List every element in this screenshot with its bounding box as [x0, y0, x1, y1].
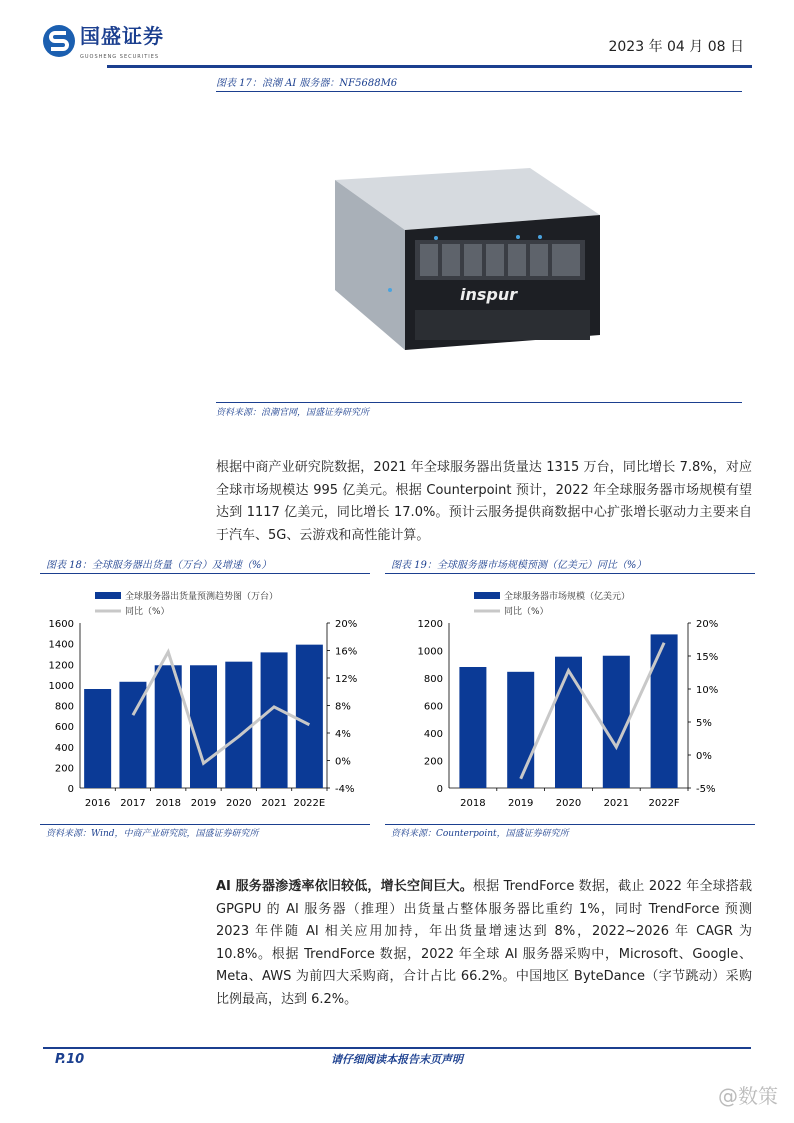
- x-tick-label: 2018: [155, 798, 181, 809]
- legend-line-label: 同比（%）: [504, 607, 549, 617]
- bar: [261, 652, 288, 788]
- y-tick-label: 1200: [417, 619, 443, 630]
- x-tick-label: 2022F: [648, 798, 680, 809]
- y2-tick-label: 0%: [696, 751, 712, 762]
- figure19-source: 资料来源：Counterpoint，国盛证券研究所: [391, 829, 569, 839]
- bar: [507, 672, 534, 788]
- logo-icon: [42, 24, 76, 58]
- y2-tick-label: 10%: [696, 685, 719, 696]
- y-tick-label: 1600: [48, 619, 74, 630]
- y-tick-label: 600: [423, 701, 443, 713]
- legend-bar-label: 全球服务器出货量预测趋势图（万台）: [125, 592, 279, 602]
- legend-line-label: 同比（%）: [125, 607, 170, 617]
- figure17-caption: 图表 17：浪潮 AI 服务器：NF5688M6: [216, 78, 398, 89]
- x-tick-label: 2019: [507, 798, 534, 809]
- y2-tick-label: 20%: [696, 619, 719, 630]
- y-tick-label: 400: [54, 742, 74, 754]
- y2-tick-label: -4%: [335, 784, 355, 795]
- figure17-source: 资料来源：浪潮官网，国盛证券研究所: [216, 408, 370, 418]
- bar: [296, 645, 323, 788]
- footer-divider: [43, 1047, 751, 1049]
- paragraph-text: 根据 TrendForce 数据，截止 2022 年全球搭载 GPGPU 的 AI 服务器（推理）出货量占整体服务器比重约 1%，同时 TrendForce 预测 2023 年伴随 AI 相关应用加持，年出货量增速达到 8%，2022~2026 年 CAGR 为 10.8%。根据 TrendForce 数据，2022 年全球 AI 服务器采购中，Microsoft、Google、Meta、AWS 为前四大采购商，合计占比 66.2%。中国地区 ByteDance（字节跳动）采购比例最高，达到 6.2%。: [216, 879, 752, 1007]
- x-tick-label: 2022E: [293, 798, 326, 809]
- y-tick-label: 800: [423, 674, 443, 685]
- y-tick-label: 0: [67, 784, 74, 795]
- y2-tick-label: 12%: [335, 674, 358, 685]
- x-tick-label: 2020: [555, 798, 582, 809]
- figure19-divider: [385, 573, 755, 574]
- bar: [603, 656, 630, 788]
- y2-tick-label: 8%: [335, 701, 351, 713]
- x-tick-label: 2016: [84, 798, 111, 809]
- x-tick-label: 2020: [226, 798, 252, 809]
- y-tick-label: 400: [423, 729, 443, 740]
- figure17-divider: [216, 91, 742, 92]
- report-date: 2023 年 04 月 08 日: [608, 39, 744, 55]
- bar: [84, 689, 111, 788]
- x-tick-label: 2021: [261, 798, 287, 809]
- y-tick-label: 800: [54, 701, 74, 713]
- y2-tick-label: 15%: [696, 652, 719, 663]
- x-tick-label: 2017: [120, 798, 146, 809]
- y2-tick-label: 5%: [696, 718, 712, 729]
- x-tick-label: 2019: [190, 798, 217, 809]
- y-tick-label: 1000: [48, 680, 74, 692]
- legend-bar-label: 全球服务器市场规模（亿美元）: [504, 592, 631, 602]
- figure17-source-divider: [216, 402, 742, 403]
- figure18-caption: 图表 18：全球服务器出货量（万台）及增速（%）: [46, 560, 272, 571]
- x-tick-label: 2018: [460, 798, 486, 809]
- y2-tick-label: 0%: [335, 756, 351, 768]
- figure18-divider: [40, 573, 370, 574]
- figure19-caption: 图表 19：全球服务器市场规模预测（亿美元）同比（%）: [391, 560, 647, 571]
- bar: [225, 662, 252, 788]
- logo-subtitle: GUOSHENG SECURITIES: [80, 54, 160, 60]
- y-tick-label: 200: [54, 763, 74, 775]
- y-tick-label: 0: [436, 784, 443, 795]
- page-number: P.10: [55, 1052, 85, 1067]
- header-divider: [107, 65, 752, 68]
- server-brand: inspur: [460, 285, 518, 304]
- y-tick-label: 1000: [417, 646, 443, 658]
- x-tick-label: 2021: [603, 798, 630, 809]
- figure19-source-divider: [385, 824, 755, 825]
- y2-tick-label: 16%: [335, 646, 358, 658]
- watermark: @数策: [718, 1084, 778, 1108]
- server-image: [330, 160, 610, 355]
- logo-text: 国盛证券: [80, 24, 164, 48]
- paragraph-server-market: 根据中商产业研究院数据，2021 年全球服务器出货量达 1315 万台，同比增长 7.8%，对应全球市场规模达 995 亿美元。根据 Counterpoint 预计，2022 年全球服务器市场规模有望达到 1117 亿美元，同比增长 17.0%。预计云服务提供商数据中心扩张增长驱动力主要来自于汽车、5G、云游戏和高性能计算。: [216, 460, 752, 543]
- y-tick-label: 1200: [48, 660, 74, 672]
- bar: [555, 657, 582, 788]
- bar: [459, 667, 486, 788]
- y2-tick-label: -5%: [696, 784, 716, 795]
- bar: [651, 634, 678, 788]
- legend-bar-swatch: [95, 592, 121, 599]
- chart-server-shipments: [40, 580, 370, 820]
- legend-bar-swatch: [474, 592, 500, 599]
- footer-disclaimer: 请仔细阅读本报告末页声明: [331, 1053, 463, 1066]
- paragraph-lead: AI 服务器渗透率依旧较低，增长空间巨大。: [216, 879, 473, 894]
- y-tick-label: 600: [54, 722, 74, 734]
- figure18-source-divider: [40, 824, 370, 825]
- y2-tick-label: 4%: [335, 729, 351, 740]
- y-tick-label: 1400: [48, 639, 74, 651]
- y2-tick-label: 20%: [335, 619, 358, 630]
- yoy-line: [521, 643, 664, 779]
- chart-server-market-size: [385, 580, 755, 820]
- figure18-source: 资料来源：Wind，中商产业研究院，国盛证券研究所: [46, 829, 259, 839]
- bar: [190, 665, 217, 788]
- paragraph-ai-servers: [216, 876, 752, 1011]
- y-tick-label: 200: [423, 756, 443, 768]
